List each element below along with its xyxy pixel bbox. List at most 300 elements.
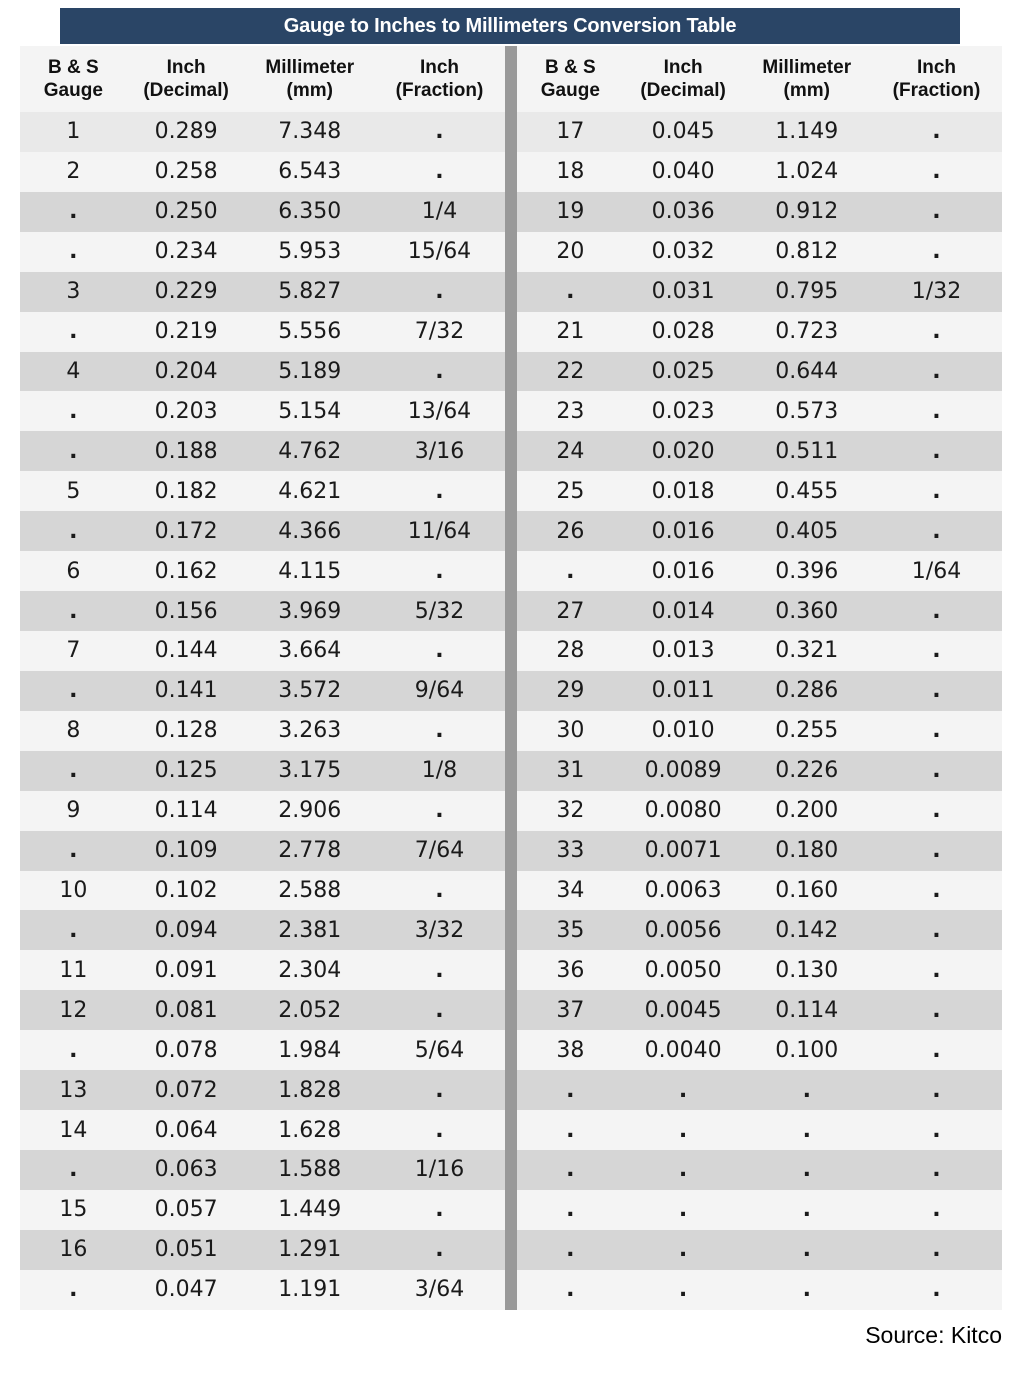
table-cell: . xyxy=(435,877,444,903)
table-cell: 19 xyxy=(556,199,585,225)
table-cell: 0.156 xyxy=(154,598,218,624)
table-cell: 0.162 xyxy=(154,558,218,584)
table-cell: 9 xyxy=(66,798,81,824)
table-cell: . xyxy=(435,638,444,664)
table-cell: 35 xyxy=(556,917,585,943)
table-row xyxy=(517,551,1002,591)
table-cell: . xyxy=(435,718,444,744)
table-body-left xyxy=(20,112,505,1310)
table-cell: 0.100 xyxy=(775,1037,839,1063)
table-cell: 2.381 xyxy=(278,917,342,943)
table-cell: 0.078 xyxy=(154,1037,218,1063)
table-cell: . xyxy=(435,1197,444,1223)
table-cell: . xyxy=(435,279,444,305)
table-cell: 0.812 xyxy=(775,239,839,265)
table-row xyxy=(517,471,1002,511)
table-cell: . xyxy=(435,159,444,185)
table-row xyxy=(20,990,505,1030)
table-cell: 4.621 xyxy=(278,478,342,504)
table-row xyxy=(517,312,1002,352)
header-line-1: B & S xyxy=(545,56,596,78)
table-cell: 0.144 xyxy=(154,638,218,664)
table-row xyxy=(517,671,1002,711)
table-row xyxy=(517,1110,1002,1150)
table-cell: 0.114 xyxy=(775,997,839,1023)
source-attribution: Source: Kitco xyxy=(865,1322,1002,1348)
table-cell: 0.018 xyxy=(651,478,715,504)
table-cell: 17 xyxy=(556,119,585,145)
table-cell: 11 xyxy=(59,957,88,983)
table-cell: 0.200 xyxy=(775,798,839,824)
header-cell-gauge xyxy=(517,56,624,102)
header-line-2: (mm) xyxy=(286,80,333,101)
table-cell: 23 xyxy=(556,398,585,424)
table-cell: 0.360 xyxy=(775,598,839,624)
table-row xyxy=(517,871,1002,911)
table-row xyxy=(20,112,505,152)
table-cell: 0.511 xyxy=(775,438,839,464)
table-cell: 0.204 xyxy=(154,358,218,384)
table-row xyxy=(20,192,505,232)
table-cell: 0.219 xyxy=(154,319,218,345)
table-row xyxy=(20,272,505,312)
table-cell: 9/64 xyxy=(414,678,465,704)
table-cell: . xyxy=(566,1237,575,1263)
table-cell: 0.912 xyxy=(775,199,839,225)
table-cell: 5.154 xyxy=(278,398,342,424)
table-cell: 2.588 xyxy=(278,877,342,903)
table-cell: . xyxy=(69,598,78,624)
table-cell: 0.455 xyxy=(775,478,839,504)
table-cell: 0.125 xyxy=(154,758,218,784)
table-half-left xyxy=(20,46,505,1310)
table-cell: 1/16 xyxy=(414,1157,465,1183)
table-row xyxy=(517,152,1002,192)
table-cell: 0.091 xyxy=(154,957,218,983)
table-cell: . xyxy=(69,239,78,265)
table-cell: 0.255 xyxy=(775,718,839,744)
table-row xyxy=(517,990,1002,1030)
table-cell: 6 xyxy=(66,558,81,584)
table-cell: 0.0080 xyxy=(644,798,722,824)
table-cell: . xyxy=(566,558,575,584)
table-row xyxy=(20,950,505,990)
table-row xyxy=(517,1190,1002,1230)
table-cell: 14 xyxy=(59,1117,88,1143)
column-divider xyxy=(505,46,517,1310)
table-cell: 0.016 xyxy=(651,518,715,544)
table-cell: 3/64 xyxy=(414,1277,465,1303)
table-cell: . xyxy=(932,199,941,225)
table-cell: 0.0071 xyxy=(644,838,722,864)
table-cell: 12 xyxy=(59,997,88,1023)
table-cell: . xyxy=(435,558,444,584)
table-cell: 1.024 xyxy=(775,159,839,185)
table-cell: . xyxy=(435,119,444,145)
table-half-right xyxy=(517,46,1002,1310)
table-cell: 3.664 xyxy=(278,638,342,664)
table-cell: 0.141 xyxy=(154,678,218,704)
header-line-2: (mm) xyxy=(783,80,830,101)
table-cell: 4.762 xyxy=(278,438,342,464)
header-cell-gauge xyxy=(20,56,127,102)
table-row xyxy=(20,152,505,192)
table-cell: 5.556 xyxy=(278,319,342,345)
table-row xyxy=(517,1270,1002,1310)
table-row xyxy=(20,791,505,831)
table-cell: 0.032 xyxy=(651,239,715,265)
table-cell: 0.229 xyxy=(154,279,218,305)
table-cell: 21 xyxy=(556,319,585,345)
table-cell: . xyxy=(802,1117,811,1143)
table-cell: 7.348 xyxy=(278,119,342,145)
table-cell: 36 xyxy=(556,957,585,983)
table-cell: . xyxy=(435,1117,444,1143)
table-cell: 1 xyxy=(66,119,81,145)
table-cell: 0.102 xyxy=(154,877,218,903)
header-cell-millimeter xyxy=(743,56,872,102)
table-row xyxy=(517,591,1002,631)
table-cell: 5.189 xyxy=(278,358,342,384)
table-cell: . xyxy=(932,1157,941,1183)
table-cell: 2 xyxy=(66,159,81,185)
table-cell: 24 xyxy=(556,438,585,464)
table-title-bar xyxy=(60,8,960,44)
table-cell: . xyxy=(932,838,941,864)
table-cell: 0.182 xyxy=(154,478,218,504)
table-row xyxy=(20,910,505,950)
table-cell: 0.258 xyxy=(154,159,218,185)
table-cell: 5/64 xyxy=(414,1037,465,1063)
table-row xyxy=(20,312,505,352)
table-cell: 1.588 xyxy=(278,1157,342,1183)
table-cell: 7 xyxy=(66,638,81,664)
table-cell: . xyxy=(932,678,941,704)
table-cell: 3.263 xyxy=(278,718,342,744)
header-line-2: (Decimal) xyxy=(143,80,229,101)
table-cell: . xyxy=(69,1277,78,1303)
header-line-2: Gauge xyxy=(43,80,103,101)
table-cell: . xyxy=(566,279,575,305)
table-row xyxy=(517,910,1002,950)
header-line-2: (Decimal) xyxy=(640,80,726,101)
table-cell: . xyxy=(69,917,78,943)
table-row xyxy=(517,950,1002,990)
header-row-right xyxy=(517,46,1002,112)
table-cell: 4 xyxy=(66,358,81,384)
table-cell: 0.051 xyxy=(154,1237,218,1263)
table-cell: . xyxy=(932,478,941,504)
table-cell: . xyxy=(678,1077,688,1103)
table-cell: 18 xyxy=(556,159,585,185)
table-cell: . xyxy=(932,1237,941,1263)
table-cell: 0.172 xyxy=(154,518,218,544)
table-cell: 3.572 xyxy=(278,678,342,704)
table-cell: . xyxy=(932,159,941,185)
table-cell: 0.573 xyxy=(775,398,839,424)
table-cell: 11/64 xyxy=(407,518,472,544)
table-cell: . xyxy=(802,1157,811,1183)
table-cell: 33 xyxy=(556,838,585,864)
table-row xyxy=(20,471,505,511)
table-cell: 26 xyxy=(556,518,585,544)
table-cell: 1.984 xyxy=(278,1037,342,1063)
table-cell: . xyxy=(566,1157,575,1183)
table-cell: 0.064 xyxy=(154,1117,218,1143)
table-cell: . xyxy=(69,398,78,424)
table-cell: . xyxy=(69,838,78,864)
header-line-1: Millimeter xyxy=(762,56,852,78)
table-row xyxy=(517,192,1002,232)
table-cell: 0.160 xyxy=(775,877,839,903)
table-cell: 0.094 xyxy=(154,917,218,943)
table-cell: 15/64 xyxy=(407,239,472,265)
table-cell: . xyxy=(678,1197,688,1223)
table-cell: 4.115 xyxy=(278,558,342,584)
table-row xyxy=(20,391,505,431)
table-row xyxy=(517,1230,1002,1270)
table-cell: 3.969 xyxy=(278,598,342,624)
table-cell: 1.291 xyxy=(278,1237,342,1263)
table-cell: . xyxy=(932,319,941,345)
table-cell: 34 xyxy=(556,877,585,903)
table-cell: . xyxy=(932,438,941,464)
table-cell: . xyxy=(435,798,444,824)
table-cell: 0.063 xyxy=(154,1157,218,1183)
page-title: Gauge to Inches to Millimeters Conversion Table xyxy=(283,14,737,37)
table-cell: 0.286 xyxy=(775,678,839,704)
table-cell: . xyxy=(678,1237,688,1263)
table-row xyxy=(517,511,1002,551)
table-row xyxy=(20,511,505,551)
table-cell: 0.0040 xyxy=(644,1037,722,1063)
table-cell: 22 xyxy=(556,358,585,384)
table-cell: . xyxy=(566,1277,575,1303)
table-cell: . xyxy=(932,1117,941,1143)
table-row xyxy=(20,1110,505,1150)
header-cell-millimeter xyxy=(246,56,375,102)
table-cell: . xyxy=(69,438,78,464)
table-cell: 38 xyxy=(556,1037,585,1063)
table-cell: 29 xyxy=(556,678,585,704)
table-cell: . xyxy=(932,718,941,744)
table-cell: 5.827 xyxy=(278,279,342,305)
header-cell-inch-fraction xyxy=(871,56,1002,102)
table-cell: 0.723 xyxy=(775,319,839,345)
table-cell: . xyxy=(435,1077,444,1103)
table-cell: 37 xyxy=(556,997,585,1023)
table-cell: . xyxy=(802,1277,811,1303)
table-cell: 1.449 xyxy=(278,1197,342,1223)
table-cell: 0.128 xyxy=(154,718,218,744)
table-cell: 0.040 xyxy=(651,159,715,185)
table-cell: 3/16 xyxy=(414,438,465,464)
table-cell: . xyxy=(932,877,941,903)
table-cell: . xyxy=(69,518,78,544)
left-margin xyxy=(0,46,20,1310)
table-cell: 3/32 xyxy=(414,917,465,943)
table-row xyxy=(20,751,505,791)
table-cell: 1.149 xyxy=(775,119,839,145)
table-row xyxy=(20,232,505,272)
table-row xyxy=(517,791,1002,831)
table-cell: . xyxy=(69,199,78,225)
table-cell: 5/32 xyxy=(414,598,465,624)
table-cell: 6.543 xyxy=(278,159,342,185)
header-cell-inch-decimal xyxy=(624,56,743,102)
table-cell: . xyxy=(932,917,941,943)
table-cell: . xyxy=(69,1037,78,1063)
table-row xyxy=(517,1150,1002,1190)
table-cell: 0.0050 xyxy=(644,957,722,983)
header-line-1: B & S xyxy=(48,56,99,78)
table-cell: . xyxy=(435,358,444,384)
table-cell: 28 xyxy=(556,638,585,664)
table-cell: 1/64 xyxy=(911,558,962,584)
table-row xyxy=(20,871,505,911)
table-body-right xyxy=(517,112,1002,1310)
table-cell: . xyxy=(932,239,941,265)
table-cell: . xyxy=(802,1237,811,1263)
table-cell: . xyxy=(802,1077,811,1103)
header-line-1: Inch xyxy=(419,56,460,78)
table-row xyxy=(517,272,1002,312)
table-cell: 1/4 xyxy=(421,199,458,225)
table-row xyxy=(20,1270,505,1310)
table-cell: 0.047 xyxy=(154,1277,218,1303)
table-cell: 1/32 xyxy=(911,279,962,305)
table-row xyxy=(20,671,505,711)
table-cell: 30 xyxy=(556,718,585,744)
table-cell: 0.013 xyxy=(651,638,715,664)
table-cell: . xyxy=(678,1277,688,1303)
table-row xyxy=(20,1070,505,1110)
header-line-2: (Fraction) xyxy=(892,80,981,101)
table-cell: 0.188 xyxy=(154,438,218,464)
table-cell: 0.180 xyxy=(775,838,839,864)
header-cell-inch-fraction xyxy=(374,56,505,102)
table-cell: 15 xyxy=(59,1197,88,1223)
table-cell: 16 xyxy=(59,1237,88,1263)
table-row xyxy=(20,431,505,471)
table-cell: 5 xyxy=(66,478,81,504)
header-row-left xyxy=(20,46,505,112)
table-cell: 0.203 xyxy=(154,398,218,424)
table-cell: 0.321 xyxy=(775,638,839,664)
table-cell: . xyxy=(802,1197,811,1223)
table-cell: 2.906 xyxy=(278,798,342,824)
table-row xyxy=(517,352,1002,392)
table-row xyxy=(20,631,505,671)
table-cell: 1.828 xyxy=(278,1077,342,1103)
table-cell: 2.778 xyxy=(278,838,342,864)
table-cell: . xyxy=(69,1157,78,1183)
table-cell: 2.052 xyxy=(278,997,342,1023)
table-cell: . xyxy=(678,1117,688,1143)
table-row xyxy=(517,1030,1002,1070)
table-cell: . xyxy=(435,478,444,504)
table-cell: 2.304 xyxy=(278,957,342,983)
table-row xyxy=(517,711,1002,751)
header-line-1: Inch xyxy=(663,56,703,78)
header-line-1: Millimeter xyxy=(265,56,355,78)
table-cell: 0.031 xyxy=(651,279,715,305)
table-cell: 1.628 xyxy=(278,1117,342,1143)
table-cell: 1/8 xyxy=(421,758,458,784)
header-line-2: Gauge xyxy=(540,80,600,101)
table-row xyxy=(20,551,505,591)
table-cell: 3.175 xyxy=(278,758,342,784)
table-cell: 7/32 xyxy=(414,319,465,345)
table-row xyxy=(517,831,1002,871)
table-cell: . xyxy=(932,598,941,624)
table-row xyxy=(20,1230,505,1270)
table-cell: 0.142 xyxy=(775,917,839,943)
table-cell: 8 xyxy=(66,718,81,744)
header-line-2: (Fraction) xyxy=(395,80,484,101)
table-cell: . xyxy=(69,319,78,345)
table-row xyxy=(517,112,1002,152)
table-row xyxy=(20,711,505,751)
table-cell: 0.014 xyxy=(651,598,715,624)
table-cell: 0.0045 xyxy=(644,997,722,1023)
table-cell: . xyxy=(435,957,444,983)
table-cell: . xyxy=(69,678,78,704)
header-line-1: Inch xyxy=(166,56,206,78)
table-cell: . xyxy=(932,119,941,145)
table-cell: 32 xyxy=(556,798,585,824)
table-row xyxy=(517,1070,1002,1110)
table-cell: 0.226 xyxy=(775,758,839,784)
table-cell: . xyxy=(932,997,941,1023)
table-cell: 25 xyxy=(556,478,585,504)
table-row xyxy=(20,591,505,631)
table-row xyxy=(517,431,1002,471)
table-cell: 0.795 xyxy=(775,279,839,305)
table-cell: 0.109 xyxy=(154,838,218,864)
table-cell: . xyxy=(435,997,444,1023)
table-row xyxy=(517,232,1002,272)
table-cell: 0.023 xyxy=(651,398,715,424)
table-cell: . xyxy=(69,758,78,784)
table-cell: 0.234 xyxy=(154,239,218,265)
table-cell: 0.011 xyxy=(651,678,715,704)
table-cell: . xyxy=(932,518,941,544)
table-cell: . xyxy=(566,1197,575,1223)
table-cell: 0.114 xyxy=(154,798,218,824)
table-cell: 13 xyxy=(59,1077,88,1103)
table-cell: 0.405 xyxy=(775,518,839,544)
table-cell: 13/64 xyxy=(407,398,472,424)
table-cell: . xyxy=(678,1157,688,1183)
table-cell: 0.025 xyxy=(651,358,715,384)
table-cell: 6.350 xyxy=(278,199,342,225)
table-row xyxy=(20,1030,505,1070)
table-cell: . xyxy=(932,398,941,424)
table-cell: . xyxy=(932,358,941,384)
table-cell: . xyxy=(932,758,941,784)
table-cell: 0.020 xyxy=(651,438,715,464)
table-cell: 0.045 xyxy=(651,119,715,145)
table-cell: 7/64 xyxy=(414,838,465,864)
table-cell: 31 xyxy=(556,758,585,784)
table-cell: 0.396 xyxy=(775,558,839,584)
table-row xyxy=(20,352,505,392)
table-row xyxy=(517,751,1002,791)
table-cell: 0.036 xyxy=(651,199,715,225)
table-cell: 0.250 xyxy=(154,199,218,225)
table-row xyxy=(517,631,1002,671)
